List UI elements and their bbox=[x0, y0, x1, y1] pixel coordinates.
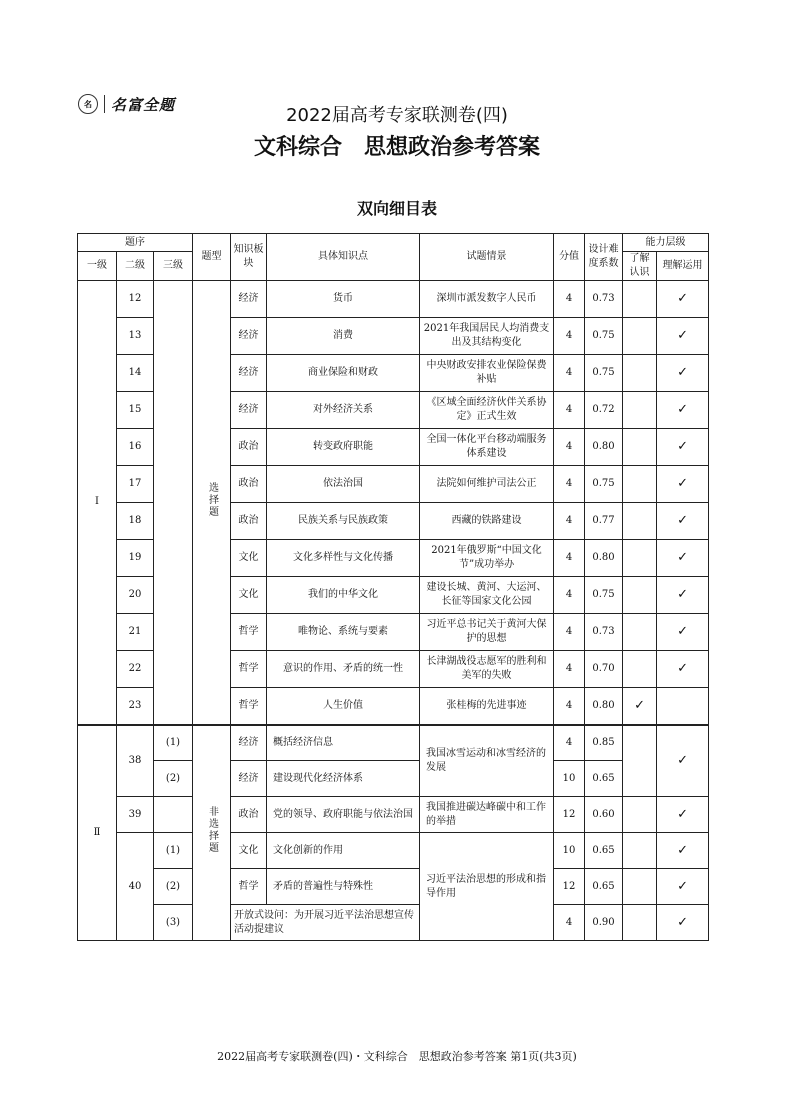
question-number: 14 bbox=[117, 355, 154, 392]
score: 4 bbox=[554, 688, 585, 725]
section-title: 双向细目表 bbox=[356, 199, 437, 218]
scene: 2021年俄罗斯“中国文化节”成功举办 bbox=[420, 540, 554, 577]
apply-check: ✓ bbox=[657, 725, 709, 797]
apply-check: ✓ bbox=[657, 833, 709, 869]
knowledge-point: 矛盾的普遍性与特殊性 bbox=[267, 869, 420, 905]
score: 4 bbox=[554, 540, 585, 577]
question-number: 18 bbox=[117, 503, 154, 540]
knowledge-point: 对外经济关系 bbox=[267, 392, 420, 429]
block: 经济 bbox=[231, 281, 267, 318]
knowledge-point: 货币 bbox=[267, 281, 420, 318]
know-check bbox=[623, 540, 657, 577]
knowledge-point: 转变政府职能 bbox=[267, 429, 420, 466]
knowledge-point: 依法治国 bbox=[267, 466, 420, 503]
know-check bbox=[623, 318, 657, 355]
question-number: 23 bbox=[117, 688, 154, 725]
difficulty: 0.85 bbox=[585, 725, 623, 761]
apply-check: ✓ bbox=[657, 577, 709, 614]
know-check bbox=[623, 869, 657, 905]
block: 政治 bbox=[231, 797, 267, 833]
apply-check: ✓ bbox=[657, 540, 709, 577]
header-bankuai: 知识板块 bbox=[231, 234, 267, 281]
difficulty: 0.65 bbox=[585, 761, 623, 797]
table-row bbox=[78, 905, 709, 941]
difficulty: 0.75 bbox=[585, 466, 623, 503]
knowledge-point: 文化多样性与文化传播 bbox=[267, 540, 420, 577]
apply-check: ✓ bbox=[657, 651, 709, 688]
know-check bbox=[623, 725, 657, 797]
score: 12 bbox=[554, 797, 585, 833]
know-check bbox=[623, 905, 657, 941]
part2-type-text: 非选择题 bbox=[206, 806, 218, 855]
score: 4 bbox=[554, 392, 585, 429]
difficulty: 0.90 bbox=[585, 905, 623, 941]
apply-check: ✓ bbox=[657, 281, 709, 318]
sub-number: (2) bbox=[154, 761, 193, 797]
block: 哲学 bbox=[231, 614, 267, 651]
know-check bbox=[623, 651, 657, 688]
difficulty: 0.75 bbox=[585, 577, 623, 614]
table-row bbox=[78, 761, 709, 797]
scene: 深圳市派发数字人民币 bbox=[420, 281, 554, 318]
scene: 长津湖战役志愿军的胜利和美军的失败 bbox=[420, 651, 554, 688]
knowledge-point: 建设现代化经济体系 bbox=[267, 761, 420, 797]
scene: 西藏的铁路建设 bbox=[420, 503, 554, 540]
difficulty: 0.70 bbox=[585, 651, 623, 688]
header-lijie: 理解运用 bbox=[657, 252, 709, 281]
knowledge-point: 民族关系与民族政策 bbox=[267, 503, 420, 540]
block: 哲学 bbox=[231, 651, 267, 688]
question-number: 13 bbox=[117, 318, 154, 355]
scene: 我国冰雪运动和冰雪经济的发展 bbox=[420, 725, 554, 797]
scene: 我国推进碳达峰碳中和工作的举措 bbox=[420, 797, 554, 833]
block: 政治 bbox=[231, 466, 267, 503]
difficulty: 0.77 bbox=[585, 503, 623, 540]
apply-check: ✓ bbox=[657, 869, 709, 905]
know-check bbox=[623, 503, 657, 540]
scene: 习近平总书记关于黄河大保护的思想 bbox=[420, 614, 554, 651]
score: 4 bbox=[554, 429, 585, 466]
difficulty: 0.75 bbox=[585, 355, 623, 392]
block: 文化 bbox=[231, 577, 267, 614]
block: 经济 bbox=[231, 761, 267, 797]
table-row bbox=[78, 833, 709, 869]
header-erji: 二级 bbox=[117, 252, 154, 281]
knowledge-point: 人生价值 bbox=[267, 688, 420, 725]
know-check bbox=[623, 392, 657, 429]
difficulty: 0.75 bbox=[585, 318, 623, 355]
sub-number: (1) bbox=[154, 725, 193, 761]
part1-level: Ⅰ bbox=[78, 281, 117, 725]
table-row bbox=[78, 725, 709, 761]
header-yiji: 一级 bbox=[78, 252, 117, 281]
knowledge-point: 商业保险和财政 bbox=[267, 355, 420, 392]
score: 4 bbox=[554, 905, 585, 941]
know-check bbox=[623, 797, 657, 833]
question-number: 17 bbox=[117, 466, 154, 503]
apply-check: ✓ bbox=[657, 905, 709, 941]
know-check bbox=[623, 355, 657, 392]
score: 4 bbox=[554, 577, 585, 614]
knowledge-point: 文化创新的作用 bbox=[267, 833, 420, 869]
scene: 全国一体化平台移动端服务体系建设 bbox=[420, 429, 554, 466]
header-zhishidian: 具体知识点 bbox=[267, 234, 420, 281]
knowledge-point: 唯物论、系统与要素 bbox=[267, 614, 420, 651]
block: 文化 bbox=[231, 833, 267, 869]
page-footer: 2022届高考专家联测卷(四)・文科综合 思想政治参考答案 第1页(共3页) bbox=[217, 1050, 577, 1063]
table-row bbox=[78, 797, 709, 833]
answer-title: 文科综合 思想政治参考答案 bbox=[253, 135, 540, 160]
question-number: 22 bbox=[117, 651, 154, 688]
know-check bbox=[623, 833, 657, 869]
know-check bbox=[623, 577, 657, 614]
apply-check: ✓ bbox=[657, 503, 709, 540]
block: 经济 bbox=[231, 355, 267, 392]
question-number: 12 bbox=[117, 281, 154, 318]
table-row bbox=[78, 281, 709, 318]
question-number: 16 bbox=[117, 429, 154, 466]
apply-check: ✓ bbox=[657, 429, 709, 466]
know-check bbox=[623, 614, 657, 651]
scene: 建设长城、黄河、大运河、长征等国家文化公园 bbox=[420, 577, 554, 614]
header-nandu: 设计难度系数 bbox=[585, 234, 623, 281]
question-number: 15 bbox=[117, 392, 154, 429]
scene: 张桂梅的先进事迹 bbox=[420, 688, 554, 725]
know-check: ✓ bbox=[623, 688, 657, 725]
block: 经济 bbox=[231, 725, 267, 761]
knowledge-point: 党的领导、政府职能与依法治国 bbox=[267, 797, 420, 833]
knowledge-point: 我们的中华文化 bbox=[267, 577, 420, 614]
question-number: 19 bbox=[117, 540, 154, 577]
scene: 2021年我国居民人均消费支出及其结构变化 bbox=[420, 318, 554, 355]
difficulty: 0.72 bbox=[585, 392, 623, 429]
block: 哲学 bbox=[231, 688, 267, 725]
score: 4 bbox=[554, 466, 585, 503]
score: 10 bbox=[554, 761, 585, 797]
scene: 法院如何维护司法公正 bbox=[420, 466, 554, 503]
apply-check bbox=[657, 688, 709, 725]
block: 经济 bbox=[231, 318, 267, 355]
header-tihao: 题序 bbox=[78, 234, 193, 252]
score: 4 bbox=[554, 725, 585, 761]
sub-number-empty bbox=[154, 797, 193, 833]
logo-text: 名富全题 bbox=[111, 95, 176, 114]
table-row bbox=[78, 869, 709, 905]
header-tixing: 题型 bbox=[193, 234, 231, 281]
part2-level: Ⅱ bbox=[78, 725, 117, 941]
sub-number: (3) bbox=[154, 905, 193, 941]
knowledge-point: 开放式设问：为开展习近平法治思想宣传活动提建议 bbox=[231, 905, 420, 941]
score: 12 bbox=[554, 869, 585, 905]
part1-type bbox=[193, 281, 231, 725]
difficulty: 0.73 bbox=[585, 614, 623, 651]
header-fenzhi: 分值 bbox=[554, 234, 585, 281]
question-number: 38 bbox=[117, 725, 154, 797]
difficulty: 0.60 bbox=[585, 797, 623, 833]
exam-title: 2022届高考专家联测卷(四) bbox=[286, 105, 508, 126]
score: 4 bbox=[554, 651, 585, 688]
sub-number: (2) bbox=[154, 869, 193, 905]
know-check bbox=[623, 429, 657, 466]
part1-body bbox=[78, 281, 709, 725]
block: 经济 bbox=[231, 392, 267, 429]
part1-type-text: 选择题 bbox=[206, 481, 218, 518]
apply-check: ✓ bbox=[657, 614, 709, 651]
difficulty: 0.80 bbox=[585, 688, 623, 725]
difficulty: 0.65 bbox=[585, 833, 623, 869]
seal-icon: 名 bbox=[78, 94, 98, 114]
apply-check: ✓ bbox=[657, 355, 709, 392]
question-number: 21 bbox=[117, 614, 154, 651]
difficulty: 0.65 bbox=[585, 869, 623, 905]
know-check bbox=[623, 281, 657, 318]
question-number: 39 bbox=[117, 797, 154, 833]
block: 政治 bbox=[231, 429, 267, 466]
scene: 《区域全面经济伙伴关系协定》正式生效 bbox=[420, 392, 554, 429]
block: 哲学 bbox=[231, 869, 267, 905]
header-liaojie: 了解认识 bbox=[623, 252, 657, 281]
question-number: 40 bbox=[117, 833, 154, 941]
apply-check: ✓ bbox=[657, 318, 709, 355]
part2-body bbox=[78, 725, 709, 941]
score: 10 bbox=[554, 833, 585, 869]
table-header-row bbox=[78, 234, 709, 252]
sub-number: (1) bbox=[154, 833, 193, 869]
score: 4 bbox=[554, 318, 585, 355]
scene: 中央财政安排农业保险保费补贴 bbox=[420, 355, 554, 392]
header-sanji: 三级 bbox=[154, 252, 193, 281]
score: 4 bbox=[554, 355, 585, 392]
part2-type bbox=[193, 725, 231, 941]
header-nengli: 能力层级 bbox=[623, 234, 709, 252]
block: 文化 bbox=[231, 540, 267, 577]
score: 4 bbox=[554, 281, 585, 318]
know-check bbox=[623, 466, 657, 503]
apply-check: ✓ bbox=[657, 392, 709, 429]
part1-sub-empty bbox=[154, 281, 193, 725]
knowledge-point: 消费 bbox=[267, 318, 420, 355]
knowledge-point: 概括经济信息 bbox=[267, 725, 420, 761]
block: 政治 bbox=[231, 503, 267, 540]
header-qingjing: 试题情景 bbox=[420, 234, 554, 281]
apply-check: ✓ bbox=[657, 797, 709, 833]
apply-check: ✓ bbox=[657, 466, 709, 503]
difficulty: 0.80 bbox=[585, 540, 623, 577]
specification-table bbox=[77, 233, 709, 941]
question-number: 20 bbox=[117, 577, 154, 614]
knowledge-point: 意识的作用、矛盾的统一性 bbox=[267, 651, 420, 688]
score: 4 bbox=[554, 614, 585, 651]
score: 4 bbox=[554, 503, 585, 540]
scene: 习近平法治思想的形成和指导作用 bbox=[420, 833, 554, 941]
difficulty: 0.80 bbox=[585, 429, 623, 466]
difficulty: 0.73 bbox=[585, 281, 623, 318]
